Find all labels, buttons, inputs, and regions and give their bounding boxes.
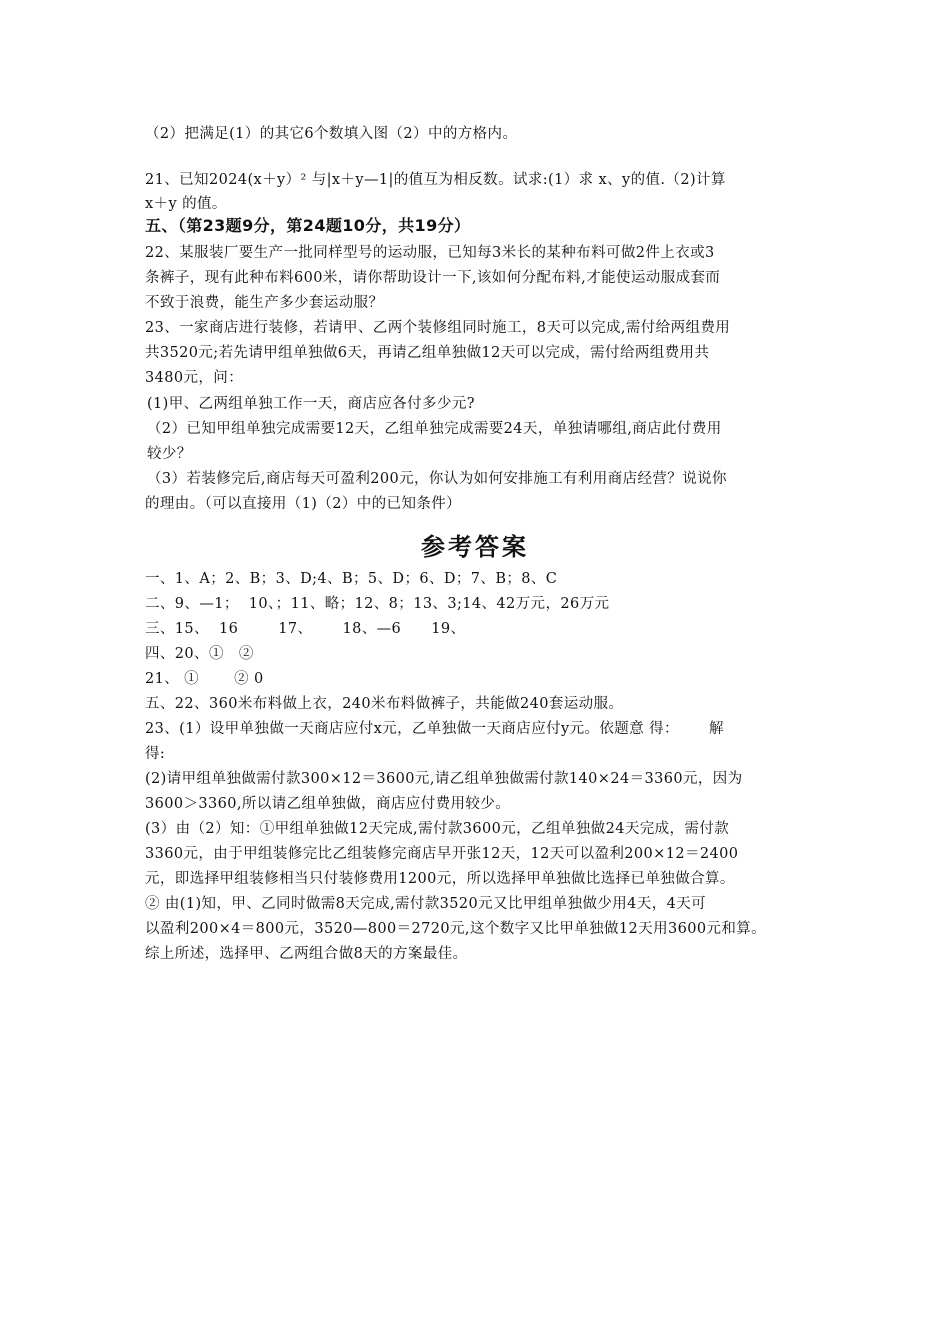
- question-23-line-3: 3480元，问：: [145, 370, 244, 386]
- answer-23-part-2-line-1: (2)请甲组单独做需付款300×12＝3600元,请乙组单独做需付款140×24＝3360元，因为: [145, 771, 743, 787]
- question-23-line-1: 23、一家商店进行装修，若请甲、乙两个装修组同时施工，8天可以完成,需付给两组费用: [145, 320, 731, 336]
- answer-23-part-3-line-3: 元，即选择甲组装修相当只付装修费用1200元，所以选择甲单独做比选择已单独做合算。: [145, 871, 735, 887]
- answer-23-part-1-line-2: 得:: [145, 746, 166, 762]
- answer-section-1: 一、1、A；2、B；3、D;4、B；5、D；6、D；7、B；8、C: [145, 571, 558, 587]
- answer-21: 21、 ① ② 0: [145, 671, 264, 687]
- question-23-part-1: (1)甲、乙两组单独工作一天，商店应各付多少元?: [147, 396, 475, 412]
- answer-23-part-2-line-2: 3600＞3360,所以请乙组单独做，商店应付费用较少。: [145, 796, 511, 812]
- answer-section-3: 三、15、 16 17、 18、—6 19、: [145, 621, 466, 637]
- question-22-line-3: 不致于浪费，能生产多少套运动服？: [145, 295, 384, 311]
- answer-23-part-3-line-4: ② 由(1)知，甲、乙同时做需8天完成,需付款3520元又比甲组单独做少用4天，4天可: [145, 896, 707, 912]
- answer-23-part-1-line-1: 23、(1）设甲单独做一天商店应付x元，乙单独做一天商店应付y元。依题意 得： 解: [145, 721, 724, 737]
- answer-23-part-3-line-1: (3）由（2）知：①甲组单独做12天完成,需付款3600元，乙组单独做24天完成，需付款: [145, 821, 730, 837]
- question-22-line-1: 22、某服装厂要生产一批同样型号的运动服，已知每3米长的某种布料可做2件上衣或3: [145, 245, 715, 261]
- question-20-part-2: （2）把满足(1）的其它6个数填入图（2）中的方格内。: [145, 126, 518, 142]
- answer-section-2: 二、9、—1； 10、；11、略；12、8；13、3;14、42万元，26万元: [145, 596, 610, 612]
- answer-23-part-3-line-2: 3360元，由于甲组装修完比乙组装修完商店早开张12天，12天可以盈利200×12＝2400: [145, 846, 739, 862]
- answer-23-part-3-line-5: 以盈利200×4＝800元，3520—800＝2720元,这个数字又比甲单独做12天用3600元和算。: [145, 921, 767, 937]
- section-5-heading: 五、（第23题9分，第24题10分，共19分）: [145, 216, 471, 235]
- answer-22: 五、22、360米布料做上衣，240米布料做裤子，共能做240套运动服。: [145, 696, 624, 712]
- answer-section-4: 四、20、① ②: [145, 646, 254, 662]
- question-23-part-2-line-1: （2）已知甲组单独完成需要12天，乙组单独完成需要24天，单独请哪组,商店此付费用: [147, 421, 722, 437]
- answer-23-part-3-line-6: 综上所述，选择甲、乙两组合做8天的方案最佳。: [145, 946, 468, 962]
- question-22-line-2: 条裤子，现有此种布料600米，请你帮助设计一下,该如何分配布料,才能使运动服成套而: [145, 270, 721, 286]
- answers-title: 参考答案: [421, 533, 529, 561]
- question-23-part-3-line-2: 的理由。（可以直接用（1)（2）中的已知条件）: [145, 496, 462, 512]
- question-23-part-3-line-1: （3）若装修完后,商店每天可盈利200元，你认为如何安排施工有利用商店经营？说说你: [147, 471, 727, 487]
- question-23-part-2-line-2: 较少？: [147, 446, 192, 462]
- question-21-line-2: x＋y 的值。: [145, 196, 227, 212]
- question-23-line-2: 共3520元;若先请甲组单独做6天，再请乙组单独做12天可以完成，需付给两组费用共: [145, 345, 710, 361]
- question-21-line-1: 21、已知2024(x＋y）² 与|x＋y—1|的值互为相反数。试求:(1）求 x、y的值.（2)计算: [145, 172, 726, 188]
